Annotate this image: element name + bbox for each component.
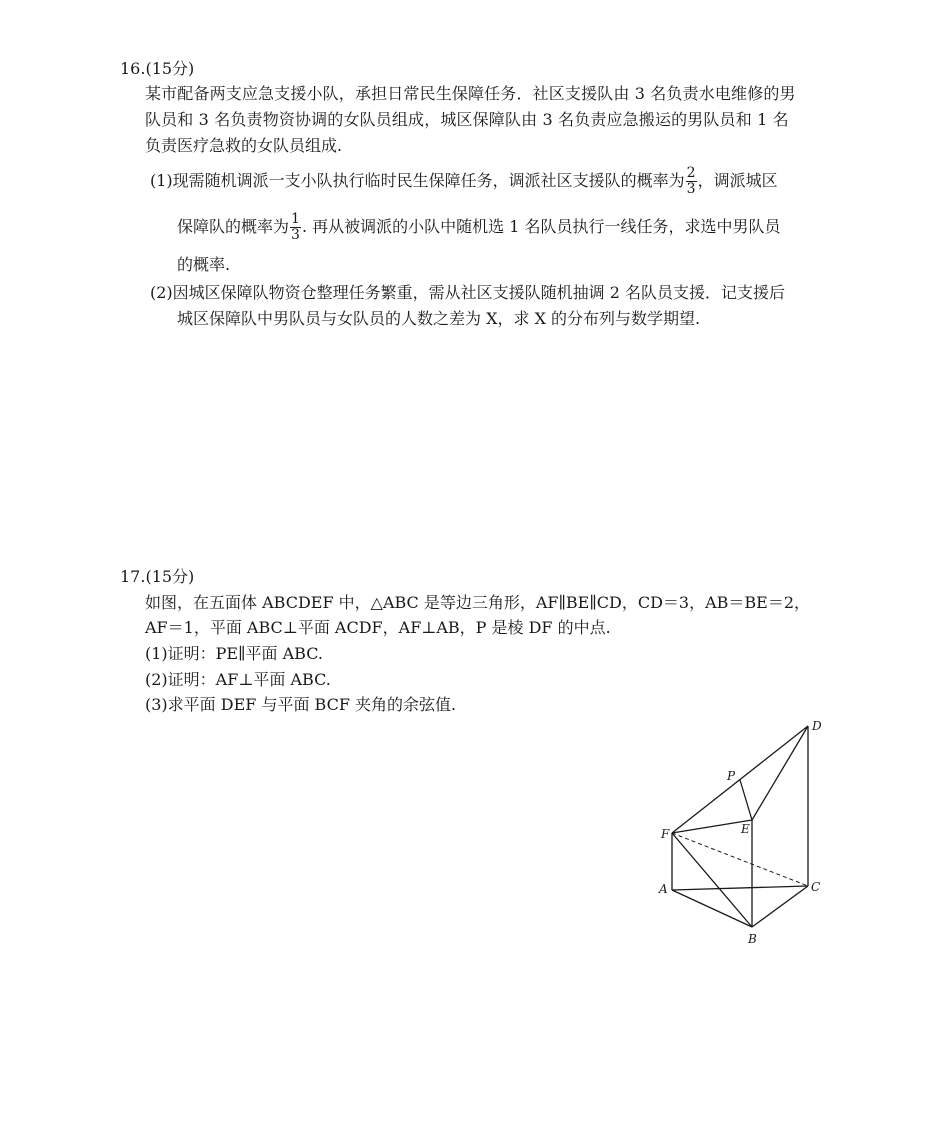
label-c: C: [811, 880, 821, 894]
fraction-one-third: [290, 212, 301, 243]
edge-fd: [672, 726, 808, 833]
edge-fb: [672, 833, 752, 927]
q16-part1-line-3: 的概率.: [177, 255, 231, 274]
label-b: B: [748, 932, 757, 946]
fraction-denominator: 3: [291, 227, 300, 243]
q16-stem-line-2: 队员和 3 名负责物资协调的女队员组成，城区保障队由 3 名负责应急搬运的男队员和 1 名: [145, 110, 789, 129]
fraction-two-thirds: [686, 166, 697, 197]
q16-part1-line-2: [177, 212, 780, 243]
fraction-numerator: 1: [291, 211, 300, 227]
q16-heading: 16.(15分): [120, 59, 195, 78]
q16-part1-text-c: 保障队的概率为: [177, 217, 290, 236]
label-p: P: [727, 769, 736, 783]
label-d: D: [812, 719, 822, 733]
q16-part1-text-d: . 再从被调派的小队中随机选 1 名队员执行一线任务，求选中男队员: [301, 217, 781, 236]
q17-part2: (2)证明：AF⊥平面 ABC.: [145, 670, 331, 689]
q16-part1-text-a: (1)现需随机调派一支小队执行临时民生保障任务，调派社区支援队的概率为: [150, 171, 685, 190]
q16-stem-line-1: 某市配备两支应急支援小队，承担日常民生保障任务．社区支援队由 3 名负责水电维修的男: [145, 84, 796, 103]
q16-part2-line-1: (2)因城区保障队物资仓整理任务繁重，需从社区支援队随机抽调 2 名队员支援．记支援后: [150, 283, 786, 302]
q17-heading: 17.(15分): [120, 567, 195, 586]
q16-part1-text-b: ，调派城区: [697, 171, 778, 190]
fraction-denominator: 3: [686, 181, 696, 197]
edge-de: [752, 726, 808, 820]
edge-fc-hidden: [672, 833, 808, 886]
label-e: E: [741, 822, 750, 836]
q16-part1-line-1: [150, 166, 778, 197]
edge-fe: [672, 820, 752, 833]
edge-bc: [752, 886, 808, 927]
q17-stem-line-2: AF＝1，平面 ABC⊥平面 ACDF，AF⊥AB，P 是棱 DF 的中点.: [145, 618, 611, 637]
fraction-numerator: 2: [686, 165, 696, 181]
q17-part3: (3)求平面 DEF 与平面 BCF 夹角的余弦值.: [145, 695, 457, 714]
q16-stem-line-3: 负责医疗急救的女队员组成.: [145, 136, 343, 155]
edge-ac: [672, 886, 808, 890]
q17-part1: (1)证明：PE∥平面 ABC.: [145, 644, 323, 663]
label-f: F: [661, 827, 670, 841]
q17-stem-line-1: 如图，在五面体 ABCDEF 中，△ABC 是等边三角形，AF∥BE∥CD，CD＝3，AB＝BE＝2，: [145, 593, 811, 612]
edge-ab: [672, 890, 752, 927]
q16-part2-line-2: 城区保障队中男队员与女队员的人数之差为 X，求 X 的分布列与数学期望.: [177, 309, 701, 328]
edge-pe: [740, 780, 752, 820]
label-a: A: [659, 882, 668, 896]
